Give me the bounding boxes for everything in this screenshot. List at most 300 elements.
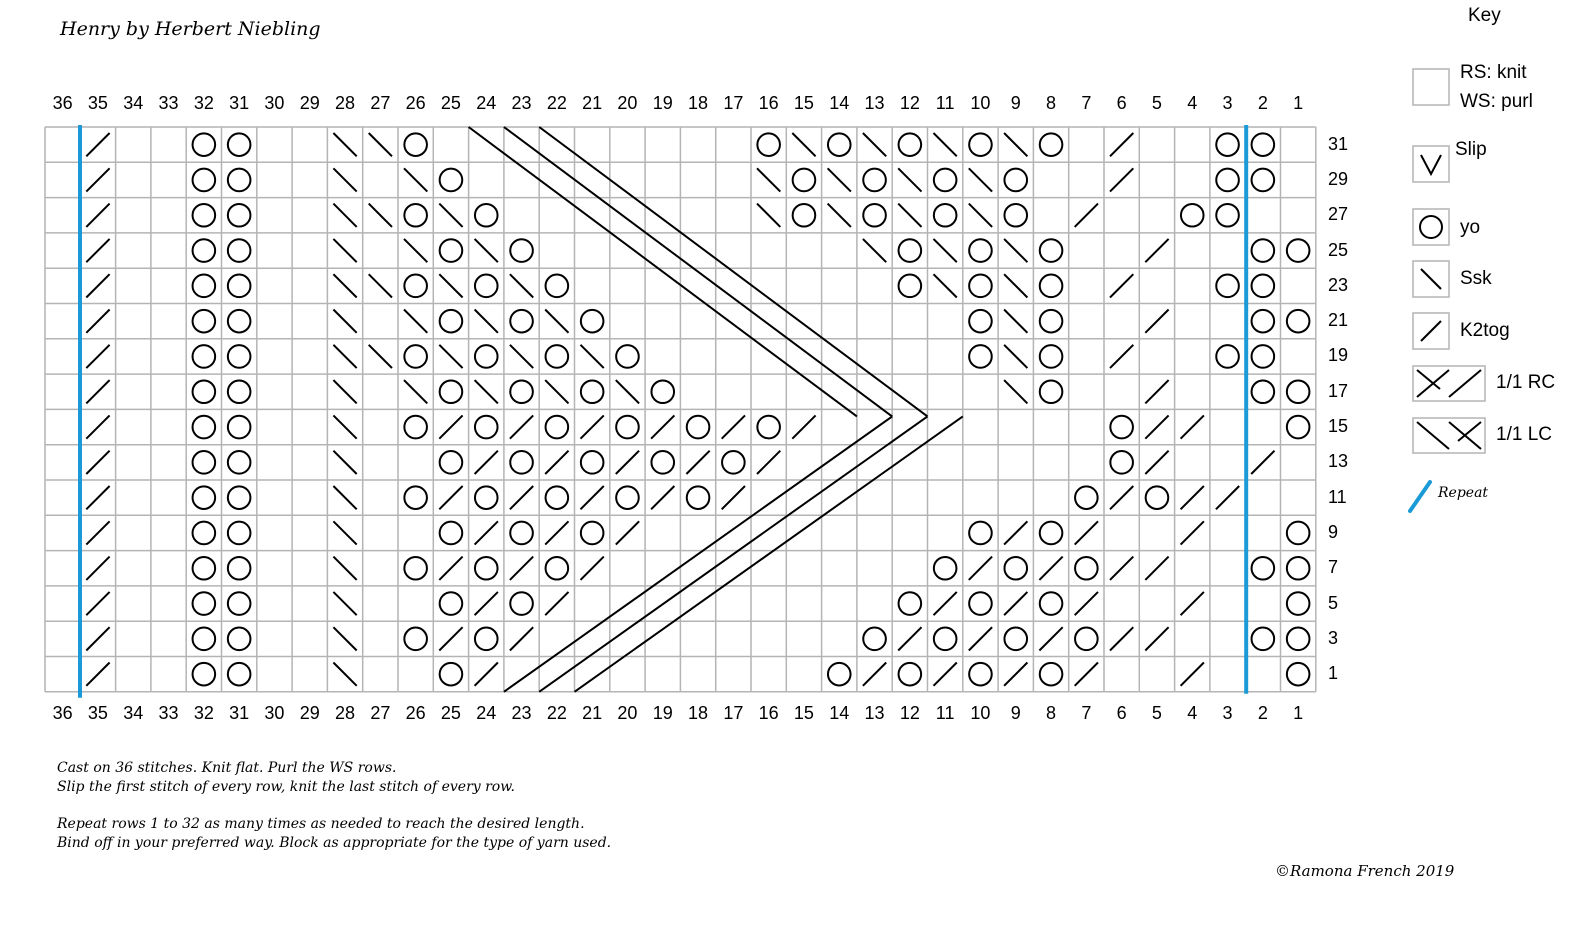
yo-symbol — [1252, 133, 1275, 156]
ssk-symbol — [333, 521, 356, 544]
column-number: 14 — [829, 93, 850, 113]
yo-symbol — [475, 557, 498, 580]
yo-symbol — [616, 416, 639, 439]
k2tog-symbol — [1110, 133, 1133, 156]
column-number: 26 — [405, 93, 426, 113]
yo-symbol — [193, 169, 216, 192]
k2tog-symbol — [86, 310, 109, 333]
ssk-symbol — [1004, 239, 1027, 262]
column-number: 13 — [864, 703, 885, 723]
yo-symbol — [581, 451, 604, 474]
key-ssk-icon — [1421, 269, 1441, 289]
k2tog-symbol — [581, 486, 604, 509]
yo-symbol — [546, 557, 569, 580]
k2tog-symbol — [86, 521, 109, 544]
yo-symbol — [193, 345, 216, 368]
ssk-symbol — [1004, 274, 1027, 297]
k2tog-symbol — [1145, 627, 1168, 650]
column-number: 6 — [1116, 703, 1127, 723]
yo-symbol — [193, 486, 216, 509]
yo-symbol — [1287, 628, 1310, 651]
column-number: 8 — [1046, 93, 1057, 113]
k2tog-symbol — [651, 486, 674, 509]
yo-symbol — [404, 345, 427, 368]
column-number: 18 — [688, 93, 709, 113]
ssk-symbol — [510, 345, 533, 368]
column-number: 34 — [123, 703, 144, 723]
yo-symbol — [404, 133, 427, 156]
yo-symbol — [969, 345, 992, 368]
yo-symbol — [440, 663, 463, 686]
k2tog-symbol — [510, 486, 533, 509]
column-number: 11 — [935, 93, 955, 113]
k2tog-symbol — [616, 521, 639, 544]
column-number: 31 — [229, 93, 250, 113]
ssk-symbol — [863, 133, 886, 156]
k2tog-symbol — [86, 627, 109, 650]
column-number: 27 — [370, 93, 391, 113]
row-number: 21 — [1328, 310, 1349, 331]
column-number: 36 — [52, 703, 73, 723]
row-number: 23 — [1328, 274, 1349, 295]
yo-symbol — [228, 557, 251, 580]
ssk-symbol — [828, 204, 851, 227]
column-number: 11 — [935, 703, 955, 723]
k2tog-symbol — [1145, 415, 1168, 438]
ssk-symbol — [369, 345, 392, 368]
k2tog-symbol — [1145, 239, 1168, 262]
yo-symbol — [1287, 380, 1310, 403]
yo-symbol — [934, 169, 957, 192]
column-number: 1 — [1293, 703, 1304, 723]
ssk-symbol — [475, 239, 498, 262]
k2tog-symbol — [439, 415, 462, 438]
k2tog-symbol — [86, 415, 109, 438]
yo-symbol — [228, 133, 251, 156]
yo-symbol — [228, 451, 251, 474]
k2tog-symbol — [86, 557, 109, 580]
yo-symbol — [440, 592, 463, 615]
ssk-symbol — [475, 310, 498, 333]
k2tog-symbol — [1039, 627, 1062, 650]
yo-symbol — [440, 169, 463, 192]
column-number: 23 — [511, 703, 532, 723]
ssk-symbol — [333, 204, 356, 227]
ssk-symbol — [333, 415, 356, 438]
k2tog-symbol — [86, 380, 109, 403]
yo-symbol — [228, 310, 251, 333]
yo-symbol — [1075, 557, 1098, 580]
ssk-symbol — [333, 592, 356, 615]
yo-symbol — [193, 380, 216, 403]
k2tog-symbol — [1004, 592, 1027, 615]
yo-symbol — [440, 310, 463, 333]
yo-symbol — [440, 380, 463, 403]
ssk-symbol — [969, 168, 992, 191]
yo-symbol — [1216, 204, 1239, 227]
yo-symbol — [1252, 628, 1275, 651]
column-number: 17 — [723, 703, 744, 723]
ssk-symbol — [333, 663, 356, 686]
column-number: 21 — [582, 703, 603, 723]
yo-symbol — [475, 628, 498, 651]
yo-symbol — [1004, 557, 1027, 580]
yo-symbol — [193, 275, 216, 298]
k2tog-symbol — [1145, 380, 1168, 403]
k2tog-symbol — [86, 168, 109, 191]
k2tog-symbol — [1075, 663, 1098, 686]
row-number: 29 — [1328, 168, 1349, 189]
k2tog-symbol — [1004, 521, 1027, 544]
yo-symbol — [228, 275, 251, 298]
ssk-symbol — [1004, 133, 1027, 156]
yo-symbol — [1004, 169, 1027, 192]
yo-symbol — [193, 310, 216, 333]
yo-symbol — [193, 416, 216, 439]
yo-symbol — [934, 204, 957, 227]
ssk-symbol — [1004, 310, 1027, 333]
yo-symbol — [510, 239, 533, 262]
row-number: 9 — [1328, 521, 1339, 542]
column-number: 1 — [1293, 93, 1304, 113]
yo-symbol — [404, 416, 427, 439]
yo-symbol — [793, 169, 816, 192]
k2tog-symbol — [581, 415, 604, 438]
row-number: 17 — [1328, 380, 1349, 401]
k2tog-symbol — [86, 451, 109, 474]
key-swatch-yo — [1413, 209, 1449, 245]
k2tog-symbol — [581, 557, 604, 580]
key-label-repeat: Repeat — [1438, 485, 1489, 501]
row-number: 15 — [1328, 416, 1349, 437]
k2tog-symbol — [1075, 521, 1098, 544]
yo-symbol — [1287, 310, 1310, 333]
ssk-symbol — [1004, 345, 1027, 368]
yo-symbol — [1004, 628, 1027, 651]
column-number: 18 — [688, 703, 709, 723]
k2tog-symbol — [1110, 345, 1133, 368]
yo-symbol — [899, 239, 922, 262]
column-number: 4 — [1187, 703, 1198, 723]
yo-symbol — [1110, 416, 1133, 439]
yo-symbol — [546, 345, 569, 368]
k2tog-symbol — [1039, 557, 1062, 580]
yo-symbol — [722, 451, 745, 474]
yo-symbol — [440, 522, 463, 545]
k2tog-symbol — [1110, 486, 1133, 509]
column-number: 2 — [1257, 93, 1268, 113]
column-number: 3 — [1222, 93, 1233, 113]
column-number: 12 — [899, 93, 920, 113]
yo-symbol — [193, 451, 216, 474]
column-number: 29 — [299, 93, 320, 113]
ssk-symbol — [333, 557, 356, 580]
yo-symbol — [510, 522, 533, 545]
column-number: 35 — [87, 93, 108, 113]
ssk-symbol — [404, 168, 427, 191]
k2tog-symbol — [616, 451, 639, 474]
k2tog-symbol — [1145, 451, 1168, 474]
yo-symbol — [228, 169, 251, 192]
yo-symbol — [440, 239, 463, 262]
k2tog-symbol — [969, 627, 992, 650]
column-number: 16 — [758, 93, 779, 113]
row-number: 3 — [1328, 627, 1339, 648]
ssk-symbol — [333, 274, 356, 297]
column-number: 14 — [829, 703, 850, 723]
ssk-symbol — [581, 345, 604, 368]
ssk-symbol — [369, 133, 392, 156]
k2tog-symbol — [722, 415, 745, 438]
column-number: 35 — [87, 703, 108, 723]
column-number: 32 — [193, 93, 214, 113]
column-number: 2 — [1257, 703, 1268, 723]
k2tog-symbol — [1004, 663, 1027, 686]
column-number: 19 — [652, 93, 673, 113]
k2tog-symbol — [510, 415, 533, 438]
yo-symbol — [651, 380, 674, 403]
column-number: 22 — [546, 93, 567, 113]
key-label-yo: yo — [1460, 217, 1481, 238]
ssk-symbol — [757, 204, 780, 227]
k2tog-symbol — [475, 663, 498, 686]
ssk-symbol — [969, 204, 992, 227]
column-number: 33 — [158, 93, 179, 113]
ssk-symbol — [369, 274, 392, 297]
column-number: 20 — [617, 93, 638, 113]
note-bind-off: Bind off in your preferred way. Block as appropriate for the type of yarn used. — [57, 835, 612, 851]
yo-symbol — [404, 204, 427, 227]
ssk-symbol — [898, 168, 921, 191]
k2tog-symbol — [722, 486, 745, 509]
column-number: 19 — [652, 703, 673, 723]
yo-symbol — [863, 169, 886, 192]
yo-symbol — [228, 663, 251, 686]
k2tog-symbol — [1181, 663, 1204, 686]
ssk-symbol — [545, 310, 568, 333]
key-swatch-slip — [1413, 146, 1449, 182]
yo-symbol — [1040, 345, 1063, 368]
k2tog-symbol — [1110, 557, 1133, 580]
chart-title: Henry by Herbert Niebling — [60, 18, 321, 40]
yo-symbol — [1287, 592, 1310, 615]
k2tog-symbol — [86, 204, 109, 227]
ssk-symbol — [333, 380, 356, 403]
column-number: 28 — [335, 703, 356, 723]
yo-symbol — [1146, 486, 1169, 509]
ssk-symbol — [898, 204, 921, 227]
yo-symbol — [1040, 133, 1063, 156]
column-number: 25 — [440, 93, 461, 113]
column-number: 5 — [1151, 93, 1162, 113]
column-number: 21 — [582, 93, 603, 113]
ssk-symbol — [934, 239, 957, 262]
yo-symbol — [969, 522, 992, 545]
column-number: 34 — [123, 93, 144, 113]
k2tog-symbol — [86, 663, 109, 686]
yo-symbol — [510, 592, 533, 615]
ssk-symbol — [828, 168, 851, 191]
ssk-symbol — [616, 380, 639, 403]
k2tog-symbol — [898, 627, 921, 650]
k2tog-symbol — [86, 345, 109, 368]
column-number: 29 — [299, 703, 320, 723]
yo-symbol — [404, 628, 427, 651]
yo-symbol — [1075, 628, 1098, 651]
column-number: 27 — [370, 703, 391, 723]
cable-line — [504, 127, 892, 416]
yo-symbol — [475, 486, 498, 509]
yo-symbol — [757, 416, 780, 439]
yo-symbol — [228, 380, 251, 403]
yo-symbol — [1252, 380, 1275, 403]
k2tog-symbol — [545, 592, 568, 615]
row-number: 7 — [1328, 557, 1339, 578]
column-number: 22 — [546, 703, 567, 723]
yo-symbol — [228, 522, 251, 545]
row-number: 11 — [1328, 486, 1347, 507]
column-number: 3 — [1222, 703, 1233, 723]
key-rc-icon — [1449, 370, 1481, 397]
k2tog-symbol — [1181, 415, 1204, 438]
yo-symbol — [546, 416, 569, 439]
k2tog-symbol — [439, 557, 462, 580]
yo-symbol — [616, 345, 639, 368]
row-number: 25 — [1328, 239, 1349, 260]
yo-symbol — [1216, 169, 1239, 192]
column-number: 15 — [793, 93, 814, 113]
yo-symbol — [1287, 522, 1310, 545]
k2tog-symbol — [1110, 627, 1133, 650]
ssk-symbol — [510, 274, 533, 297]
k2tog-symbol — [1110, 274, 1133, 297]
column-number: 32 — [193, 703, 214, 723]
yo-symbol — [546, 486, 569, 509]
yo-symbol — [1287, 416, 1310, 439]
ssk-symbol — [934, 133, 957, 156]
yo-symbol — [475, 345, 498, 368]
column-number: 12 — [899, 703, 920, 723]
column-number: 16 — [758, 703, 779, 723]
yo-symbol — [1252, 345, 1275, 368]
ssk-symbol — [439, 274, 462, 297]
yo-symbol — [193, 522, 216, 545]
column-number: 31 — [229, 703, 250, 723]
k2tog-symbol — [86, 486, 109, 509]
yo-symbol — [475, 204, 498, 227]
yo-symbol — [475, 416, 498, 439]
yo-symbol — [546, 275, 569, 298]
k2tog-symbol — [86, 239, 109, 262]
yo-symbol — [1252, 239, 1275, 262]
k2tog-symbol — [510, 627, 533, 650]
yo-symbol — [510, 380, 533, 403]
column-number: 7 — [1081, 703, 1092, 723]
yo-symbol — [440, 451, 463, 474]
yo-symbol — [193, 133, 216, 156]
column-number: 4 — [1187, 93, 1198, 113]
ssk-symbol — [404, 310, 427, 333]
ssk-symbol — [333, 133, 356, 156]
yo-symbol — [1040, 239, 1063, 262]
column-number: 17 — [723, 93, 744, 113]
yo-symbol — [651, 451, 674, 474]
yo-symbol — [193, 204, 216, 227]
yo-symbol — [1287, 557, 1310, 580]
yo-symbol — [1252, 275, 1275, 298]
yo-symbol — [475, 275, 498, 298]
row-number: 1 — [1328, 663, 1339, 684]
yo-symbol — [687, 486, 710, 509]
k2tog-symbol — [757, 451, 780, 474]
key-lc-icon — [1417, 422, 1449, 449]
k2tog-symbol — [1075, 592, 1098, 615]
yo-symbol — [899, 663, 922, 686]
key-label-knit-ws: WS: purl — [1460, 91, 1533, 112]
ssk-symbol — [333, 168, 356, 191]
ssk-symbol — [1004, 380, 1027, 403]
yo-symbol — [969, 310, 992, 333]
key-label-lc: 1/1 LC — [1496, 424, 1552, 445]
yo-symbol — [969, 592, 992, 615]
key-swatch-knit — [1413, 69, 1449, 105]
column-number: 9 — [1010, 93, 1021, 113]
ssk-symbol — [333, 345, 356, 368]
yo-symbol — [1110, 451, 1133, 474]
yo-symbol — [969, 663, 992, 686]
yo-symbol — [1040, 380, 1063, 403]
column-number: 26 — [405, 703, 426, 723]
key-repeat-icon — [1410, 482, 1430, 511]
ssk-symbol — [475, 380, 498, 403]
yo-symbol — [228, 628, 251, 651]
note-repeat: Repeat rows 1 to 32 as many times as needed to reach the desired length. — [57, 816, 585, 832]
ssk-symbol — [333, 310, 356, 333]
yo-symbol — [1040, 522, 1063, 545]
column-number: 36 — [52, 93, 73, 113]
ssk-symbol — [404, 239, 427, 262]
yo-symbol — [193, 557, 216, 580]
ssk-symbol — [333, 451, 356, 474]
yo-symbol — [793, 204, 816, 227]
column-number: 13 — [864, 93, 885, 113]
yo-symbol — [228, 486, 251, 509]
yo-symbol — [969, 239, 992, 262]
k2tog-symbol — [475, 592, 498, 615]
yo-symbol — [899, 592, 922, 615]
column-number: 7 — [1081, 93, 1092, 113]
row-number: 13 — [1328, 451, 1349, 472]
k2tog-symbol — [1110, 168, 1133, 191]
k2tog-symbol — [475, 451, 498, 474]
column-number: 9 — [1010, 703, 1021, 723]
yo-symbol — [687, 416, 710, 439]
column-number: 15 — [793, 703, 814, 723]
k2tog-symbol — [1145, 310, 1168, 333]
yo-symbol — [404, 275, 427, 298]
ssk-symbol — [439, 204, 462, 227]
yo-symbol — [828, 133, 851, 156]
column-number: 33 — [158, 703, 179, 723]
cable-line — [539, 416, 927, 691]
yo-symbol — [1287, 663, 1310, 686]
k2tog-symbol — [475, 521, 498, 544]
ssk-symbol — [934, 274, 957, 297]
row-number: 19 — [1328, 345, 1349, 366]
ssk-symbol — [757, 168, 780, 191]
key-slip-icon — [1421, 155, 1441, 174]
yo-symbol — [1216, 345, 1239, 368]
